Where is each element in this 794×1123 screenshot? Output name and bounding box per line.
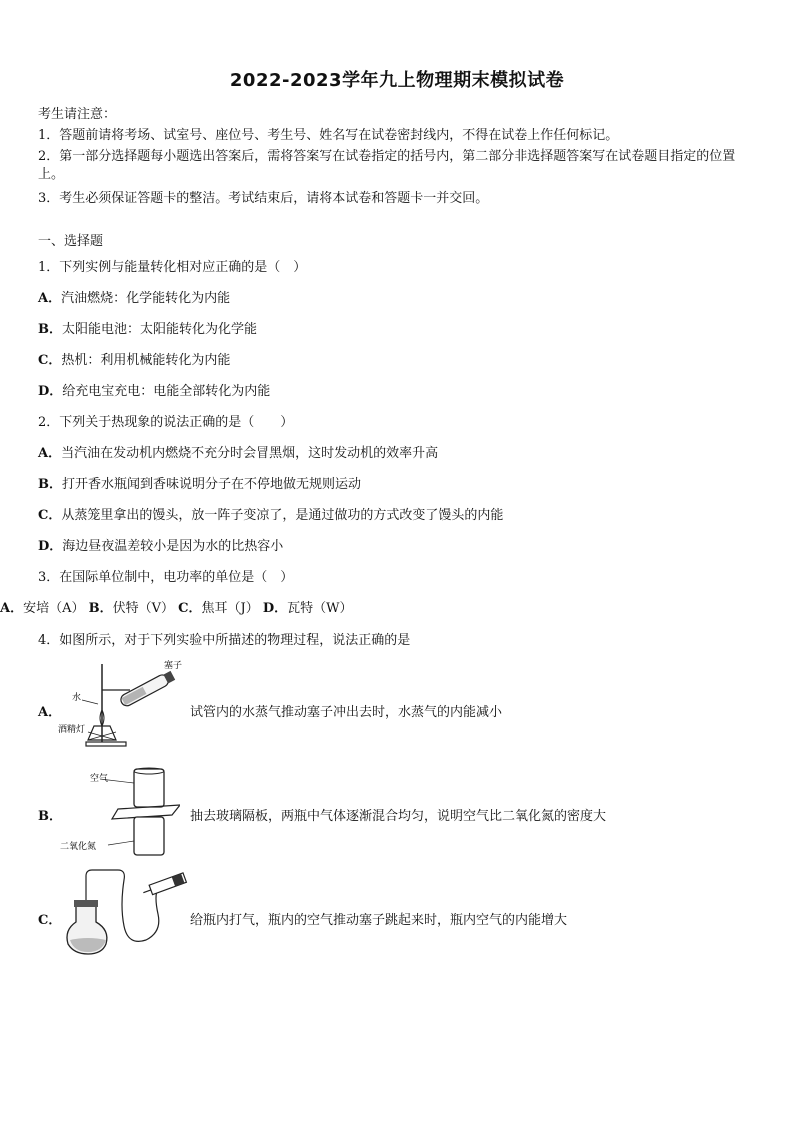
q2-option-a	[38, 445, 438, 463]
notice-item-2: 2．第一部分选择题每小题选出答案后，需将答案写在试卷指定的括号内，第二部分非选择题答案写在试卷题目指定的位置上。	[38, 149, 736, 182]
q3-option-a-text: 安培（A）	[23, 601, 85, 616]
q1-option-c-text: 热机：利用机械能转化为内能	[61, 353, 231, 368]
q2-option-d-label: D．	[38, 539, 63, 554]
q4-option-a-label: A．	[38, 705, 62, 720]
q3-stem: 3．在国际单位制中，电功率的单位是（ ）	[38, 570, 294, 585]
q1-option-a	[38, 290, 230, 308]
q2-stem: 2．下列关于热现象的说法正确的是（ ）	[38, 415, 294, 430]
q1-option-d-text: 给充电宝充电：电能全部转化为内能	[62, 384, 271, 399]
q1-option-d-label: D．	[38, 384, 63, 399]
gas-diffusion-figure	[60, 765, 180, 857]
q1-option-b-text: 太阳能电池：太阳能转化为化学能	[62, 322, 258, 337]
q3-option-d-text: 瓦特（W）	[287, 601, 353, 616]
flask-pump-figure	[62, 866, 190, 958]
q3-option-d	[263, 601, 353, 616]
section-heading: 一、选择题	[38, 234, 104, 249]
q3-option-b-text: 伏特（V）	[112, 601, 175, 616]
q1-option-a-label: A．	[38, 291, 62, 306]
notice-item-3: 3．考生必须保证答题卡的整洁。考试结束后，请将本试卷和答题卡一并交回。	[38, 191, 489, 206]
q1-stem: 1．下列实例与能量转化相对应正确的是（ ）	[38, 260, 307, 275]
q4-option-b-text: 抽去玻璃隔板，两瓶中气体逐渐混合均匀，说明空气比二氧化氮的密度大	[190, 809, 607, 824]
q3-option-c-label: C．	[178, 601, 202, 616]
q1-option-c	[38, 352, 230, 370]
q2-option-d-text: 海边昼夜温差较小是因为水的比热容小	[62, 539, 284, 554]
q3-option-b	[89, 601, 174, 616]
q2-option-b-text: 打开香水瓶闻到香味说明分子在不停地做无规则运动	[62, 477, 362, 492]
q3-option-c-text: 焦耳（J）	[201, 601, 259, 616]
q4-option-b-label: B．	[38, 809, 62, 824]
q3-option-b-label: B．	[88, 601, 113, 616]
page-title: 2022-2023学年九上物理期末模拟试卷	[229, 70, 565, 91]
q2-option-c-text: 从蒸笼里拿出的馒头，放一阵子变凉了，是通过做功的方式改变了馒头的内能	[61, 508, 504, 523]
q2-option-b	[38, 476, 361, 494]
q4-option-c-text: 给瓶内打气，瓶内的空气推动塞子跳起来时，瓶内空气的内能增大	[190, 913, 568, 928]
q4-option-c-label: C．	[38, 913, 62, 928]
q1-option-b-label: B．	[38, 322, 62, 337]
q2-option-b-label: B．	[38, 477, 62, 492]
notice-item-1: 1．答题前请将考场、试室号、座位号、考生号、姓名写在试卷密封线内，不得在试卷上作任何标记。	[38, 128, 619, 143]
q4-option-a-text: 试管内的水蒸气推动塞子冲出去时，水蒸气的内能减小	[190, 705, 503, 720]
q1-option-c-label: C．	[38, 353, 62, 368]
label-no2: 二氧化氮	[60, 842, 97, 852]
q1-option-d	[38, 383, 270, 401]
q2-option-a-text: 当汽油在发动机内燃烧不充分时会冒黑烟，这时发动机的效率升高	[61, 446, 439, 461]
label-stopper: 塞子	[164, 661, 183, 671]
q1-option-b	[38, 321, 257, 339]
q2-option-c-label: C．	[38, 508, 62, 523]
q3-options-row	[0, 600, 794, 618]
notice-heading: 考生请注意：	[38, 107, 117, 122]
label-water: 水	[72, 693, 82, 703]
label-lamp: 酒精灯	[58, 725, 86, 735]
q2-option-c	[38, 507, 503, 525]
q3-option-a	[0, 601, 84, 616]
q4-stem: 4．如图所示，对于下列实验中所描述的物理过程，说法正确的是	[38, 633, 411, 648]
q3-option-d-label: D．	[262, 601, 288, 616]
q3-option-a-label: A．	[0, 601, 24, 616]
q3-option-c	[178, 601, 259, 616]
q2-option-a-label: A．	[38, 446, 62, 461]
q1-option-a-text: 汽油燃烧：化学能转化为内能	[61, 291, 231, 306]
label-air: 空气	[90, 774, 109, 784]
test-tube-figure	[58, 660, 188, 752]
q2-option-d	[38, 538, 283, 556]
